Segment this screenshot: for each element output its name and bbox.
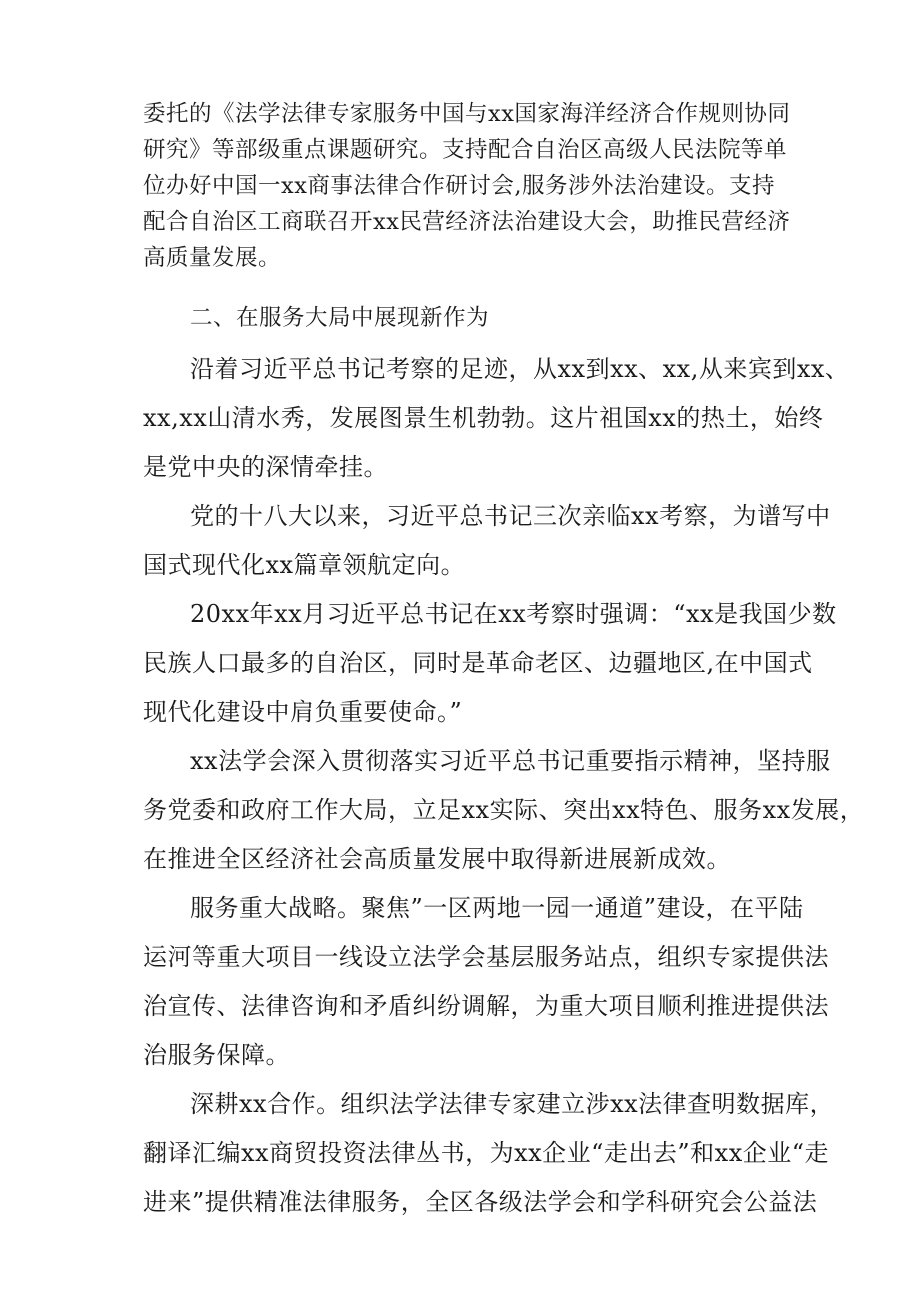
text-line: 配合自治区工商联召开xx民营经济法治建设大会，助推民营经济 — [143, 209, 791, 235]
text-line: 高质量发展。 — [143, 245, 282, 271]
text-line: 位办好中国一xx商事法律合作研讨会,服务涉外法治建设。支持 — [143, 173, 776, 199]
text-line: 进来”提供精准法律服务，全区各级法学会和学科研究会公益法 — [143, 1188, 818, 1216]
text-line: 深耕xx合作。组织法学法律专家建立涉xx法律查明数据库， — [190, 1090, 835, 1118]
text-line: 在推进全区经济社会高质量发展中取得新进展新成效。 — [143, 845, 731, 873]
text-line: 运河等重大项目一线设立法学会基层服务站点，组织专家提供法 — [143, 943, 829, 971]
text-line: 党的十八大以来，习近平总书记三次亲临xx考察，为谱写中 — [190, 502, 831, 530]
section-heading: 二、在服务大局中展现新作为 — [190, 305, 490, 331]
text-line: 沿着习近平总书记考察的足迹，从xx到xx、xx,从来宾到xx、 — [190, 355, 850, 383]
text-line: 20xx年xx月习近平总书记在xx考察时强调：“xx是我国少数 — [190, 600, 837, 628]
text-line: xx,xx山清水秀，发展图景生机勃勃。这片祖国xx的热土，始终 — [143, 404, 824, 432]
text-line: 国式现代化xx篇章领航定向。 — [143, 551, 466, 579]
text-line: 治服务保障。 — [143, 1041, 290, 1069]
text-line: 务党委和政府工作大局，立足xx实际、突出xx特色、服务xx发展， — [143, 796, 865, 824]
text-line: 现代化建设中肩负重要使命。” — [143, 698, 463, 726]
text-line: 研究》等部级重点课题研究。支持配合自治区高级人民法院等单 — [143, 137, 788, 163]
text-line: xx法学会深入贯彻落实习近平总书记重要指示精神，坚持服 — [190, 747, 831, 775]
text-line: 翻译汇编xx商贸投资法律丛书，为xx企业“走出去”和xx企业“走 — [143, 1139, 830, 1167]
text-line: 民族人口最多的自治区，同时是革命老区、边疆地区,在中国式 — [143, 649, 813, 677]
text-line: 是党中央的深情牵挂。 — [143, 453, 388, 481]
text-line: 治宣传、法律咨询和矛盾纠纷调解，为重大项目顺利推进提供法 — [143, 992, 829, 1020]
text-line: 委托的《法学法律专家服务中国与xx国家海洋经济合作规则协同 — [143, 101, 791, 127]
text-line: 服务重大战略。聚焦”一区两地一园一通道”建设，在平陆 — [190, 894, 804, 922]
